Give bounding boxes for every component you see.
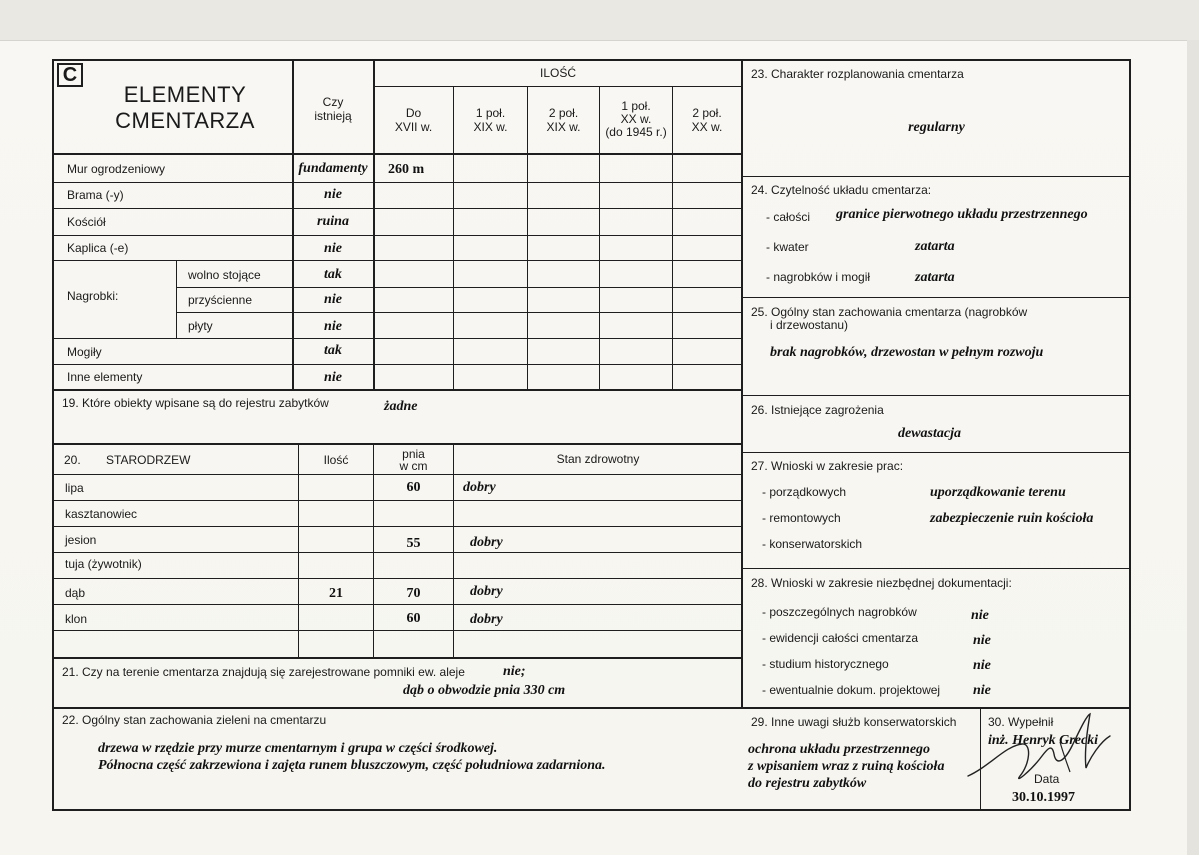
tree-stan: dobry bbox=[470, 584, 503, 599]
q22-answer-line2: Północna część zakrzewiona i zajęta runem bluszczowym, część południowa zadarniona. bbox=[98, 758, 606, 773]
element-value: fundamenty bbox=[298, 161, 368, 176]
q30-label: 30. Wypełnił bbox=[988, 715, 1054, 729]
q27-item-label: - konserwatorskich bbox=[762, 537, 863, 551]
q28-item-answer: nie bbox=[973, 683, 991, 698]
q24-item-answer: zatarta bbox=[915, 270, 955, 285]
q28-item-label: - studium historycznego bbox=[762, 657, 889, 671]
q24-label: 24. Czytelność układu cmentarza: bbox=[751, 183, 932, 197]
tree-pnia: 55 bbox=[406, 536, 421, 551]
q24-item-answer: zatarta bbox=[915, 239, 955, 254]
element-value: nie bbox=[324, 292, 342, 307]
signature bbox=[960, 706, 1125, 788]
period-header: 2 poł. bbox=[548, 106, 579, 120]
q26-answer: dewastacja bbox=[898, 426, 961, 441]
q25-answer: brak nagrobków, drzewostan w pełnym rozwoju bbox=[770, 345, 1044, 360]
element-value: nie bbox=[324, 187, 342, 202]
tree-pnia: 60 bbox=[406, 611, 421, 626]
q27-item-label: - remontowych bbox=[762, 511, 841, 525]
q28-item-label: - ewidencji całości cmentarza bbox=[762, 631, 919, 645]
q21-label: 21. Czy na terenie cmentarza znajdują się zarejestrowane pomniki ew. aleje bbox=[62, 665, 465, 679]
q28-item-label: - poszczególnych nagrobków bbox=[762, 605, 917, 619]
element-label: Brama (-y) bbox=[67, 188, 124, 202]
element-value: tak bbox=[324, 343, 342, 358]
element-label: Kościół bbox=[67, 215, 106, 229]
tree-stan: dobry bbox=[463, 480, 496, 495]
col-stan: Stan zdrowotny bbox=[556, 452, 640, 466]
section-letter: C bbox=[57, 63, 83, 87]
form-frame bbox=[52, 59, 1131, 811]
tree-name: jesion bbox=[65, 533, 97, 547]
q30-date: 30.10.1997 bbox=[1012, 790, 1075, 805]
title-line1: ELEMENTY bbox=[123, 82, 247, 107]
q24-item-label: - nagrobków i mogił bbox=[766, 270, 871, 284]
element-value: ruina bbox=[317, 214, 349, 229]
q29-answer-line3: do rejestru zabytków bbox=[748, 776, 867, 791]
q26-label: 26. Istniejące zagrożenia bbox=[751, 403, 884, 417]
q28-item-answer: nie bbox=[971, 608, 989, 623]
element-label: Mur ogrodzeniowy bbox=[67, 162, 166, 176]
q30-date-label: Data bbox=[1034, 772, 1060, 786]
tree-ilosc: 21 bbox=[329, 586, 343, 601]
element-value: nie bbox=[324, 370, 342, 385]
element-label: Inne elementy bbox=[67, 370, 143, 384]
element-label: Kaplica (-e) bbox=[67, 241, 129, 255]
q20-label: STARODRZEW bbox=[106, 453, 191, 467]
element-value: nie bbox=[324, 241, 342, 256]
q29-answer-line2: z wpisaniem wraz z ruiną kościoła bbox=[748, 759, 945, 774]
q22-label: 22. Ogólny stan zachowania zieleni na cmentarzu bbox=[62, 713, 327, 727]
tree-name: klon bbox=[65, 612, 88, 626]
q21-answer-detail: dąb o obwodzie pnia 330 cm bbox=[403, 683, 566, 698]
q21-answer: nie; bbox=[503, 664, 526, 679]
title-line2: CMENTARZA bbox=[115, 108, 255, 133]
q24-item-label: - kwater bbox=[766, 240, 809, 254]
period-header: 2 poł. bbox=[692, 106, 722, 120]
period-header: 1 poł. bbox=[621, 99, 651, 113]
tree-pnia: 70 bbox=[406, 586, 421, 601]
tree-stan: dobry bbox=[470, 535, 503, 550]
q25-label: 25. Ogólny stan zachowania cmentarza (nagrobków bbox=[751, 305, 1028, 319]
q23-label: 23. Charakter rozplanowania cmentarza bbox=[751, 67, 964, 81]
q28-label: 28. Wnioski w zakresie niezbędnej dokumentacji: bbox=[751, 576, 1012, 590]
element-label: Mogiły bbox=[67, 345, 102, 359]
tree-name: kasztanowiec bbox=[65, 507, 138, 521]
element-label: wolno stojące bbox=[188, 268, 261, 282]
q27-label: 27. Wnioski w zakresie prac: bbox=[751, 459, 904, 473]
col-ilosc: Ilość bbox=[323, 453, 349, 467]
q28-item-label: - ewentualnie dokum. projektowej bbox=[762, 683, 941, 697]
q29-answer-line1: ochrona układu przestrzennego bbox=[748, 742, 931, 757]
tree-name: lipa bbox=[65, 481, 84, 495]
q19-label: 19. Które obiekty wpisane są do rejestru zabytków bbox=[62, 396, 329, 410]
q24-item-answer: granice pierwotnego układu przestrzennego bbox=[836, 207, 1088, 222]
tree-pnia: 60 bbox=[406, 480, 421, 495]
tree-stan: dobry bbox=[470, 612, 503, 627]
element-value: tak bbox=[324, 267, 342, 282]
element-label: przyścienne bbox=[188, 293, 253, 307]
header-istnieja: istnieją bbox=[314, 109, 352, 123]
q28-item-answer: nie bbox=[973, 658, 991, 673]
q27-item-label: - porządkowych bbox=[762, 485, 847, 499]
q27-item-answer: zabezpieczenie ruin kościoła bbox=[930, 511, 1094, 526]
q22-answer-line1: drzewa w rzędzie przy murze cmentarnym i grupa w części środkowej. bbox=[98, 741, 498, 756]
col-pnia: pnia bbox=[402, 447, 425, 461]
header-czy: Czy bbox=[322, 95, 344, 109]
element-value: nie bbox=[324, 319, 342, 334]
page-edge bbox=[1187, 40, 1199, 855]
period-header: 1 poł. bbox=[475, 106, 506, 120]
header-ilosc: ILOŚĆ bbox=[539, 66, 576, 80]
q20-num: 20. bbox=[64, 453, 81, 467]
q27-item-answer: uporządkowanie terenu bbox=[930, 485, 1066, 500]
element-qty: 260 m bbox=[388, 162, 425, 177]
element-label: płyty bbox=[188, 319, 213, 333]
tree-name: tuja (żywotnik) bbox=[65, 557, 142, 571]
q19-answer: żadne bbox=[384, 399, 418, 414]
main-divider bbox=[741, 59, 743, 709]
nagrobki-label: Nagrobki: bbox=[67, 289, 119, 303]
q30-name: inż. Henryk Grecki bbox=[988, 733, 1099, 748]
q29-label: 29. Inne uwagi służb konserwatorskich bbox=[751, 715, 957, 729]
page-fold bbox=[0, 0, 1199, 41]
q28-item-answer: nie bbox=[973, 633, 991, 648]
period-header: Do bbox=[405, 106, 422, 120]
q24-item-label: - całości bbox=[766, 210, 811, 224]
q23-answer: regularny bbox=[908, 120, 965, 135]
tree-name: dąb bbox=[65, 586, 86, 600]
